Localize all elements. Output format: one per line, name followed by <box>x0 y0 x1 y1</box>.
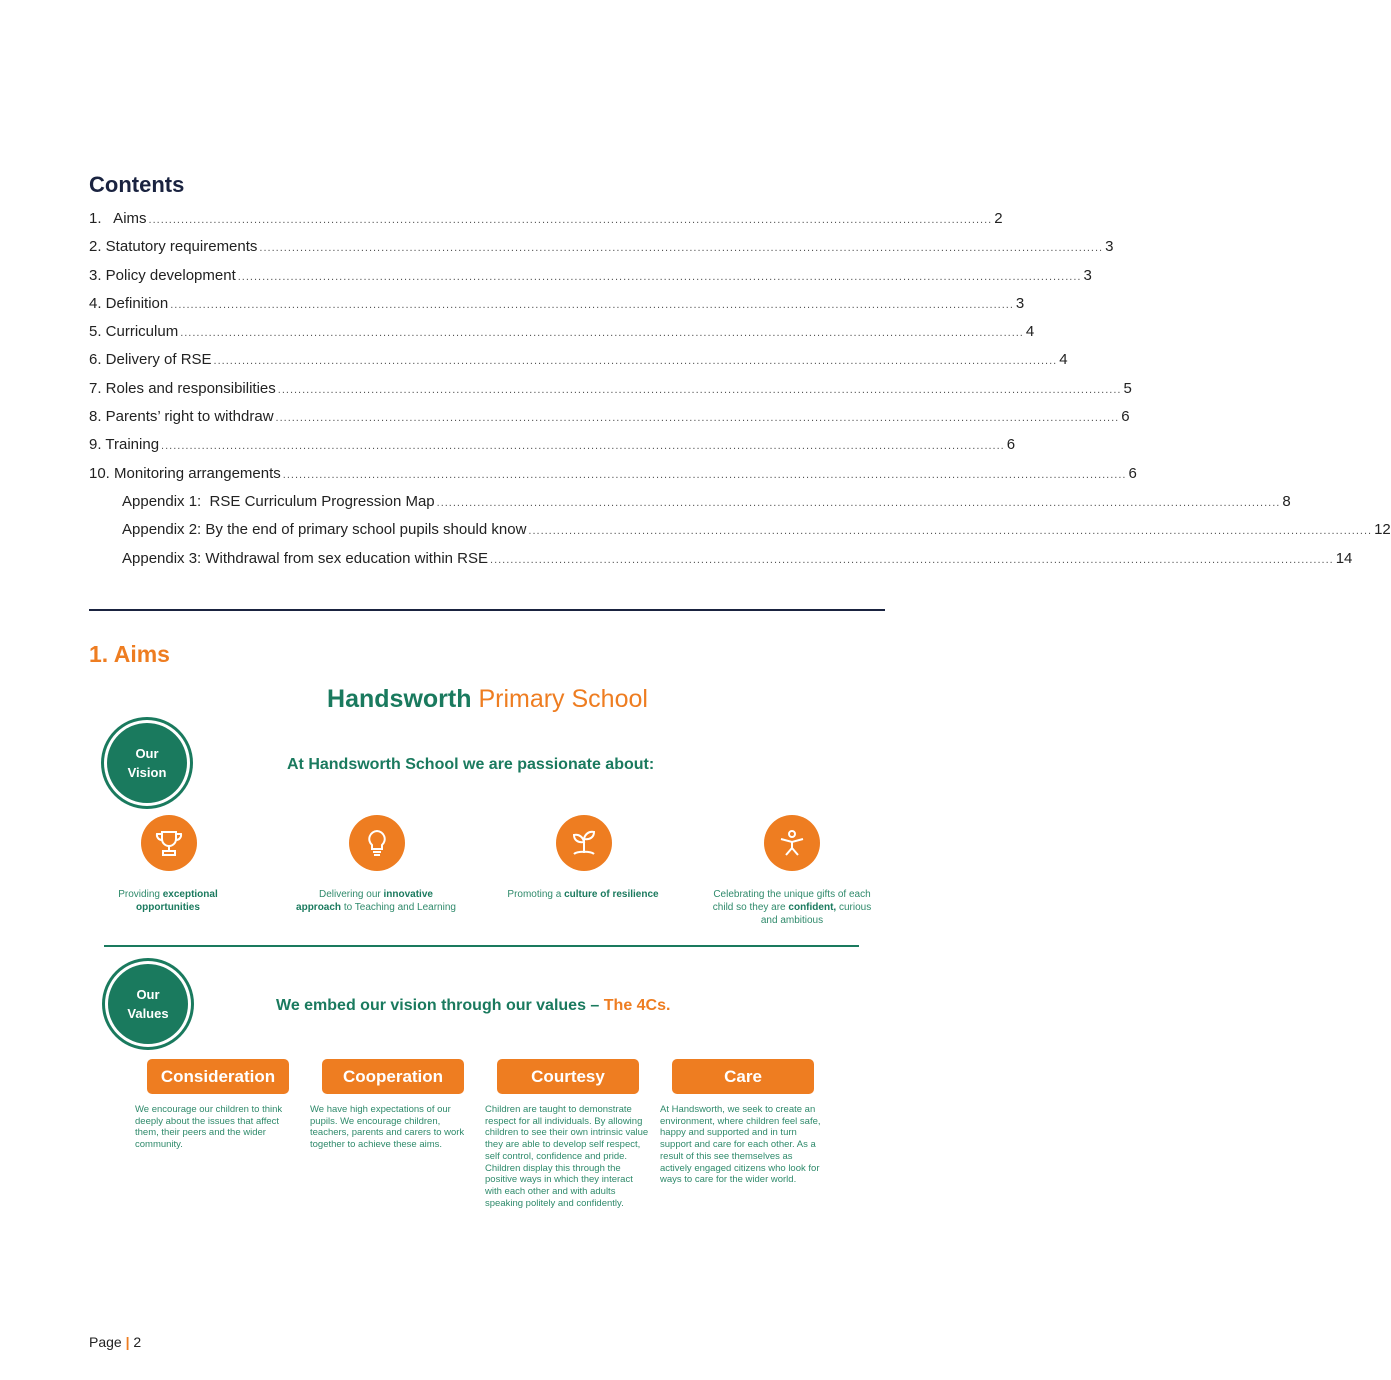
toc-entry-label: 8. Parents’ right to withdraw <box>89 408 274 426</box>
toc-entry[interactable] <box>89 379 1132 408</box>
toc-entry[interactable] <box>89 408 1130 436</box>
trophy-icon <box>141 815 197 871</box>
school-title <box>0 685 975 714</box>
value-description-courtesy: Children are taught to demonstrate respect for all individuals. By allowing children to see their own intrinsic value they are able to develop self respect, self control, confidence and pride. Children display this through the positive ways in which they interact with each other and with adults speaking politely and confidently. <box>485 1104 649 1209</box>
toc-entry-appendix[interactable] <box>89 521 1391 549</box>
toc-entry-label: 4. Definition <box>89 294 169 312</box>
toc-leader: ................................................................................................................................................................................................................ <box>170 298 1014 311</box>
toc-entry[interactable] <box>89 351 1068 379</box>
toc-page-number: 2 <box>994 210 1003 227</box>
school-name-rest: Primary School <box>471 685 648 713</box>
table-of-contents <box>89 210 1391 578</box>
pillar-text-innovation: Delivering our innovative approach to Teaching and Learning <box>296 889 456 913</box>
toc-leader: ................................................................................................................................................................................................................ <box>148 214 993 226</box>
toc-entry-label: Appendix 2: By the end of primary school pupils should know <box>122 521 527 539</box>
value-description-consideration: We encourage our children to think deeply about the issues that affect them, their peers and the wider community. <box>135 1104 283 1151</box>
toc-leader: ................................................................................................................................................................................................................ <box>275 412 1120 425</box>
toc-entry-label: Appendix 3: Withdrawal from sex education within RSE <box>122 549 489 567</box>
value-care: Care <box>672 1059 814 1094</box>
value-cooperation: Cooperation <box>322 1059 464 1094</box>
toc-page-number: 6 <box>1121 408 1130 426</box>
toc-entry-label: 3. Policy development <box>89 266 236 284</box>
toc-page-number: 4 <box>1059 351 1068 369</box>
toc-leader: ................................................................................................................................................................................................................ <box>237 270 1082 283</box>
pillar-text-resilience: Promoting a culture of resilience <box>507 889 659 900</box>
toc-entry-label: 6. Delivery of RSE <box>89 351 212 369</box>
toc-entry[interactable] <box>89 436 1016 464</box>
toc-leader: ................................................................................................................................................................................................................ <box>213 355 1058 368</box>
toc-entry-label: 2. Statutory requirements <box>89 238 258 256</box>
toc-leader: ................................................................................................................................................................................................................ <box>282 468 1127 481</box>
vision-badge-line2: Vision <box>127 765 167 780</box>
pillar-text-confidence: Celebrating the unique gifts of each child so they are confident, curious and ambitious <box>712 889 872 926</box>
toc-page-number: 6 <box>1006 436 1016 454</box>
toc-entry[interactable] <box>89 323 1035 351</box>
toc-page-number: 5 <box>1123 379 1132 397</box>
toc-entry[interactable] <box>89 294 1025 323</box>
toc-entry[interactable] <box>89 238 1114 266</box>
toc-page-number: 6 <box>1128 464 1137 482</box>
toc-entry-label: Appendix 1: RSE Curriculum Progression Map <box>122 492 435 510</box>
toc-leader: ................................................................................................................................................................................................................ <box>436 496 1281 509</box>
school-name-bold: Handsworth <box>327 685 472 713</box>
graphic-divider <box>104 945 859 947</box>
value-description-care: At Handsworth, we seek to create an environment, where children feel safe, happy and supported and in turn support and care for each other. As a result of this see themselves as actively engaged citizens who look for ways to care for the wider world. <box>660 1104 821 1186</box>
values-badge-line1: Our <box>136 987 160 1002</box>
lightbulb-icon <box>349 815 405 871</box>
value-description-cooperation: We have high expectations of our pupils. We encourage children, teachers, parents and carers to work together to achieve these aims. <box>310 1104 465 1151</box>
toc-page-number: 4 <box>1025 323 1035 341</box>
toc-leader: ................................................................................................................................................................................................................ <box>180 327 1024 340</box>
toc-leader: ................................................................................................................................................................................................................ <box>277 383 1122 396</box>
toc-leader: ................................................................................................................................................................................................................ <box>490 553 1334 566</box>
toc-entry-label: 1. Aims <box>89 210 147 227</box>
contents-title: Contents <box>89 172 185 197</box>
toc-entry[interactable] <box>89 266 1092 295</box>
toc-leader: ................................................................................................................................................................................................................ <box>528 525 1373 538</box>
toc-entry-appendix[interactable] <box>89 549 1353 578</box>
toc-entry[interactable] <box>89 464 1137 493</box>
vision-badge <box>107 723 187 803</box>
value-courtesy: Courtesy <box>497 1059 639 1094</box>
values-badge <box>108 964 188 1044</box>
footer-page-label: Page <box>89 1334 122 1350</box>
toc-page-number: 12 <box>1374 521 1391 539</box>
value-consideration: Consideration <box>147 1059 289 1094</box>
toc-entry-appendix[interactable] <box>89 492 1291 521</box>
page-footer <box>89 1334 141 1350</box>
person-star-icon <box>764 815 820 871</box>
toc-leader: ................................................................................................................................................................................................................ <box>259 242 1104 255</box>
toc-page-number: 3 <box>1083 266 1092 284</box>
toc-entry-label: 9. Training <box>89 436 160 454</box>
pillar-text-opportunities: Providing exceptional opportunities <box>118 889 218 913</box>
toc-page-number: 3 <box>1105 238 1114 256</box>
toc-entry-label: 7. Roles and responsibilities <box>89 379 276 397</box>
values-heading: We embed our vision through our values – The 4Cs. <box>276 997 671 1014</box>
vision-badge-line1: Our <box>135 746 159 761</box>
toc-page-number: 8 <box>1282 492 1291 510</box>
footer-separator: | <box>125 1334 130 1350</box>
toc-entry-label: 10. Monitoring arrangements <box>89 464 281 482</box>
values-badge-line2: Values <box>127 1006 169 1021</box>
toc-entry-label: 5. Curriculum <box>89 323 179 341</box>
footer-page-number: 2 <box>133 1334 142 1350</box>
toc-entry[interactable] <box>89 210 1003 238</box>
plant-sprout-icon <box>556 815 612 871</box>
section-divider <box>89 609 885 611</box>
toc-page-number: 14 <box>1335 549 1353 567</box>
passion-heading: At Handsworth School we are passionate about: <box>287 756 655 773</box>
toc-page-number: 3 <box>1015 294 1025 312</box>
section-heading-aims: 1. Aims <box>89 641 170 667</box>
toc-leader: ................................................................................................................................................................................................................ <box>161 440 1005 453</box>
